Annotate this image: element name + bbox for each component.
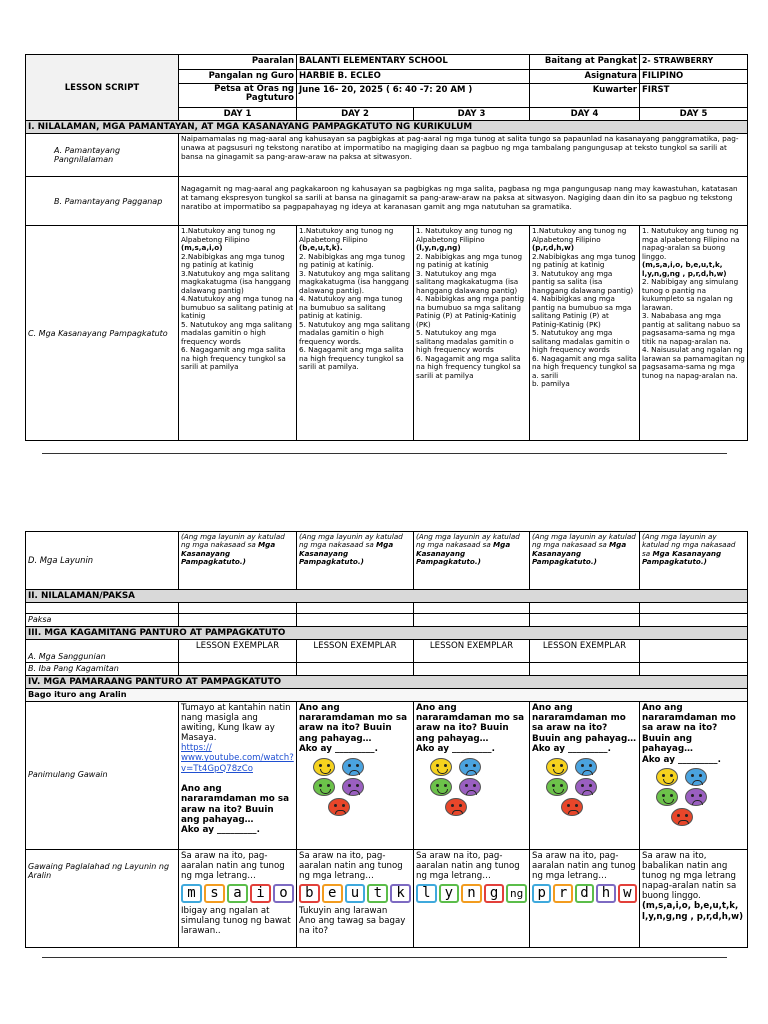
empty-cell — [530, 614, 640, 626]
gawain-day-5: Sa araw na ito, babalikan natin ang tunog ng mga letrang napag-aralan natin sa buong linggo. (m,s,a,i,o, b,e,u,t,k, l,y,n,g,ng , p,r,d,h,w) — [640, 849, 748, 947]
letter-tile: w — [618, 884, 637, 903]
kuwarter-value: FIRST — [640, 84, 748, 108]
kasanayang-pampagkatuto-label: C. Mga Kasanayang Pampagkatuto — [26, 226, 179, 441]
letter-tile: k — [390, 884, 411, 903]
paaralan-value: BALANTI ELEMENTARY SCHOOL — [297, 55, 530, 70]
emotion-faces — [313, 758, 411, 816]
upset-face-icon — [342, 778, 364, 796]
panimulang-gawain-label: Panimulang Gawain — [26, 701, 179, 849]
gawain-day-2: Sa araw na ito, pag-aaralan natin ang tunog ng mga letrang… b e u t k Tukuyin ang larawan Ano ang tawag sa bagay na ito? — [297, 849, 414, 947]
kasanayan-day-1: 1.Natutukoy ang tunog ng Alpabetong Filipino (m,s,a,i,o) 2.Nabibigkas ang mga tunog ng patinig at katinig 3.Natutukoy ang mga salitang magkakatugma (isa hanggang dalawang pantig) 4.Natutukoy ang mga tunog na bumubuo sa salitang patinig at katinig 5. Natutukoy ang mga salitang madalas gamitin o high frequency words 6. Nagagamit ang mga salita na high frequency tungkol sa sarili at pamilya — [179, 226, 297, 441]
panimula-day-1: Tumayo at kantahin natin nang masigla ang awiting, Kung Ikaw ay Masaya. https:// www.youtube.com/watch?v=Tt4GpQ78zCo Ano ang nararamdaman mo sa araw na ito? Buuin ang pahayag… Ako ay _________. — [179, 701, 297, 849]
letter-tile: b — [299, 884, 320, 903]
gawain-day-4: Sa araw na ito, pag-aaralan natin ang tunog ng mga letrang… p r d h w — [530, 849, 640, 947]
empty-cell — [640, 603, 748, 614]
angry-face-icon — [561, 798, 583, 816]
day-1-header: DAY 1 — [179, 108, 297, 121]
sick-face-icon — [546, 778, 568, 796]
kuwarter-label: Kuwarter — [530, 84, 640, 108]
letter-tile: u — [345, 884, 366, 903]
layunin-day-3: (Ang mga layunin ay katulad ng mga nakasaad sa Mga Kasanayang Pampagkatuto.) — [414, 532, 530, 590]
letter-tile: y — [439, 884, 460, 903]
empty-cell — [297, 614, 414, 626]
page-divider — [42, 453, 727, 454]
letter-tile: a — [227, 884, 248, 903]
petsa-value: June 16- 20, 2025 ( 6: 40 -7: 20 AM ) — [297, 84, 530, 108]
pamantayang-pagganap-label: B. Pamantayang Pagganap — [26, 177, 179, 226]
paksa-label: Paksa — [26, 614, 179, 626]
letter-tile: l — [416, 884, 437, 903]
page-divider-bottom — [42, 957, 727, 958]
kasanayan-day-2: 1.Natutukoy ang tunog ng Alpabetong Filipino (b,e,u,t,k). 2. Nabibigkas ang mga tunog ng patinig at katinig. 3. Natutukoy ang mga salitang magkakatugma (isa hanggang dalawang pantig). 4. Natutukoy ang mga tunog na bumubuo sa salitang patinig at katinig. 5. Natutukoy ang mga salitang madalas gamitin o high frequency words. 6. Nagagamit ang mga salita na high frequency tungkol sa sarili at pamilya. — [297, 226, 414, 441]
lesson-script-page-2 — [25, 531, 747, 948]
gawaing-paglalahad-label: Gawaing Paglalahad ng Layunin ng Aralin — [26, 849, 179, 947]
layunin-day-2: (Ang mga layunin ay katulad ng mga nakasaad sa Mga Kasanayang Pampagkatuto.) — [297, 532, 414, 590]
panimula-day-3: Ano ang nararamdaman mo sa araw na ito? Buuin ang pahayag… Ako ay _________. — [414, 701, 530, 849]
letter-tile: e — [322, 884, 343, 903]
upset-face-icon — [575, 778, 597, 796]
empty-cell — [297, 603, 414, 614]
letter-tile: t — [367, 884, 388, 903]
sad-face-icon — [685, 768, 707, 786]
letter-tiles — [416, 884, 527, 903]
layunin-day-4: (Ang mga layunin ay katulad ng mga nakasaad sa Mga Kasanayang Pampagkatuto.) — [530, 532, 640, 590]
petsa-label: Petsa at Oras ng Pagtuturo — [179, 84, 297, 108]
upset-face-icon — [685, 788, 707, 806]
upset-face-icon — [459, 778, 481, 796]
guro-value: HARBIE B. ECLEO — [297, 70, 530, 84]
panimula-day-5: Ano ang nararamdaman mo sa araw na ito? Buuin ang pahayag… Ako ay _________. — [640, 701, 748, 849]
letter-tile: ng — [506, 884, 527, 903]
empty-cell — [530, 603, 640, 614]
layunin-day-1: (Ang mga layunin ay katulad ng mga nakasaad sa Mga Kasanayang Pampagkatuto.) — [179, 532, 297, 590]
section-4-title: IV. MGA PAMARAANG PANTURO AT PAMPAGKATUTO — [26, 675, 748, 688]
kasanayan-day-4: 1.Natutukoy ang tunog ng Alpabetong Filipino (p,r,d,h,w) 2.Nabibigkas ang mga tunog ng patinig at katinig 3. Natutukoy ang mga pantig sa salita (isa hanggang dalawang pantig) 4. Nabibigkas ang mga pantig na bumubuo sa mga salitang Patinig (P) at Patinig-Katinig (PK) 5. Natutukoy ang mga salitang madalas gamitin o high frequency words 6. Nagagamit ang mga salita na high frequency tungkol sa a. sarili b. pamilya — [530, 226, 640, 441]
guro-label: Pangalan ng Guro — [179, 70, 297, 84]
sick-face-icon — [313, 778, 335, 796]
paaralan-label: Paaralan — [179, 55, 297, 70]
mga-layunin-label: D. Mga Layunin — [26, 532, 179, 590]
section-1-title: I. NILALAMAN, MGA PAMANTAYAN, AT MGA KASANAYANG PAMPAGKATUTO NG KURIKULUM — [26, 121, 748, 134]
pamantayang-pangnilalaman-text: Naipamamalas ng mag-aaral ang kahusayan sa pagbigkas at pag-aaral ng mga tunog at salita tungo sa papaunlad na kasanayang panggramatika, pag-unawa at pagsusuri ng tekstong naratibo at impormatibo na magiging daan sa pagbuo ng mga tambalang pangungusap at teksto tungkol sa sarili at bansa na ginagamit sa pang-araw-araw na paksa at sitwasyon. — [179, 134, 748, 177]
happy-face-icon — [430, 758, 452, 776]
empty-cell — [640, 663, 748, 675]
empty-cell — [414, 614, 530, 626]
empty-cell — [179, 603, 297, 614]
layunin-day-5: (Ang mga layunin ay katulad ng mga nakasaad sa Mga Kasanayang Pampagkatuto.) — [640, 532, 748, 590]
day-4-header: DAY 4 — [530, 108, 640, 121]
baitang-label: Baitang at Pangkat — [530, 55, 640, 70]
day-3-header: DAY 3 — [414, 108, 530, 121]
gawain-day-1: Sa araw na ito, pag-aaralan natin ang tunog ng mga letrang… m s a i o Ibigay ang ngalan at simulang tunog ng bawat larawan.. — [179, 849, 297, 947]
pamantayang-pagganap-text: Nagagamit ng mag-aaral ang pagkakaroon ng kahusayan sa pagbigkas ng mga salita, pagbasa ng mga pangungusap nang may kawastuhan, katatasan at tamang ekspresyon tungkol sa sarili at bansa na ginagamit sa pang-araw-araw na paksa at sitwasyon. Nagiging daan din ito sa pagbuo ng tekstong naratibo at impormatibo sa pagpapahayag ng ideya at karanasan gamit ang mga natutuhan sa gramatika. — [179, 177, 748, 226]
exemplar-day-3: LESSON EXEMPLAR — [414, 640, 530, 663]
exemplar-day-2: LESSON EXEMPLAR — [297, 640, 414, 663]
emotion-faces — [546, 758, 637, 816]
letter-tile: h — [596, 884, 615, 903]
happy-face-icon — [546, 758, 568, 776]
letter-tile: p — [532, 884, 551, 903]
youtube-link[interactable]: https:// www.youtube.com/watch?v=Tt4GpQ78zCo — [181, 743, 294, 774]
empty-cell — [640, 640, 748, 663]
bago-ituro-label: Bago ituro ang Aralin — [26, 689, 748, 702]
exemplar-day-4: LESSON EXEMPLAR — [530, 640, 640, 663]
letter-tile: i — [250, 884, 271, 903]
day-2-header: DAY 2 — [297, 108, 414, 121]
emotion-faces — [656, 768, 745, 826]
angry-face-icon — [328, 798, 350, 816]
emotion-faces — [430, 758, 527, 816]
letter-tiles — [181, 884, 294, 903]
sad-face-icon — [459, 758, 481, 776]
happy-face-icon — [656, 768, 678, 786]
empty-cell — [414, 603, 530, 614]
baitang-value: 2- STRAWBERRY — [640, 55, 748, 70]
letter-tile: m — [181, 884, 202, 903]
lesson-header-table — [25, 54, 748, 441]
empty-cell — [530, 663, 640, 675]
section-2-title: II. NILALAMAN/PAKSA — [26, 590, 748, 603]
letter-tile: n — [461, 884, 482, 903]
section-3-title: III. MGA KAGAMITANG PANTURO AT PAMPAGKATUTO — [26, 626, 748, 639]
empty-cell — [26, 603, 179, 614]
iba-pang-kagamitan-label: B. Iba Pang Kagamitan — [26, 663, 179, 675]
sad-face-icon — [342, 758, 364, 776]
empty-cell — [179, 614, 297, 626]
empty-cell — [297, 663, 414, 675]
letter-tile: s — [204, 884, 225, 903]
happy-face-icon — [313, 758, 335, 776]
sick-face-icon — [430, 778, 452, 796]
kasanayan-day-3: 1. Natutukoy ang tunog ng Alpabetong Filipino (l,y,n,g,ng) 2. Nabibigkas ang mga tunog ng patinig at katinig 3. Natutukoy ang mga salitang magkakatugma (isa hanggang dalawang pantig) 4. Nabibigkas ang mga pantig na bumubuo sa mga salitang Patinig (P) at Patinig-Katinig (PK) 5. Natutukoy ang mga salitang madalas gamitin o high frequency words 6. Nagagamit ang mga salita na high frequency tungkol sa sarili at pamilya — [414, 226, 530, 441]
empty-cell — [640, 614, 748, 626]
asignatura-label: Asignatura — [530, 70, 640, 84]
gawain-day-3: Sa araw na ito, pag-aaralan natin ang tunog ng mga letrang… l y n g ng — [414, 849, 530, 947]
exemplar-day-1: LESSON EXEMPLAR — [179, 640, 297, 663]
asignatura-value: FILIPINO — [640, 70, 748, 84]
panimula-day-4: Ano ang nararamdaman mo sa araw na ito? Buuin ang pahayag… Ako ay _________. — [530, 701, 640, 849]
pamantayang-pangnilalaman-label: A. Pamantayang Pangnilalaman — [26, 134, 179, 177]
angry-face-icon — [445, 798, 467, 816]
letter-tiles — [532, 884, 637, 903]
lesson-body-table — [25, 531, 748, 948]
day-5-header: DAY 5 — [640, 108, 748, 121]
letter-tiles — [299, 884, 411, 903]
sick-face-icon — [656, 788, 678, 806]
letter-tile: r — [553, 884, 572, 903]
letter-tile: d — [575, 884, 594, 903]
letter-tile: o — [273, 884, 294, 903]
lesson-script-page-1 — [25, 54, 747, 441]
sanggunian-label: A. Mga Sanggunian — [26, 640, 179, 663]
sad-face-icon — [575, 758, 597, 776]
empty-cell — [179, 663, 297, 675]
letter-tile: g — [484, 884, 505, 903]
kasanayan-day-5: 1. Natutukoy ang tunog ng mga alpabetong Filipino na napag-aralan sa buong linggo. (m,s,a,i,o, b,e,u,t,k, l,y,n,g,ng , p,r,d,h,w) 2. Nabibigay ang simulang tunog o pantig na kukumpleto sa ngalan ng larawan. 3. Nababasa ang mga pantig at salitang nabuo sa pagsasama-sama ng mga titik na napag-aralan na. 4. Naisusulat ang ngalan ng larawan sa pamamagitan ng pagsasama-sama ng mga tunog na napag-aralan na. — [640, 226, 748, 441]
lesson-script-title: LESSON SCRIPT — [26, 55, 179, 121]
empty-cell — [414, 663, 530, 675]
panimula-day-2: Ano ang nararamdaman mo sa araw na ito? Buuin ang pahayag… Ako ay _________. — [297, 701, 414, 849]
angry-face-icon — [671, 808, 693, 826]
